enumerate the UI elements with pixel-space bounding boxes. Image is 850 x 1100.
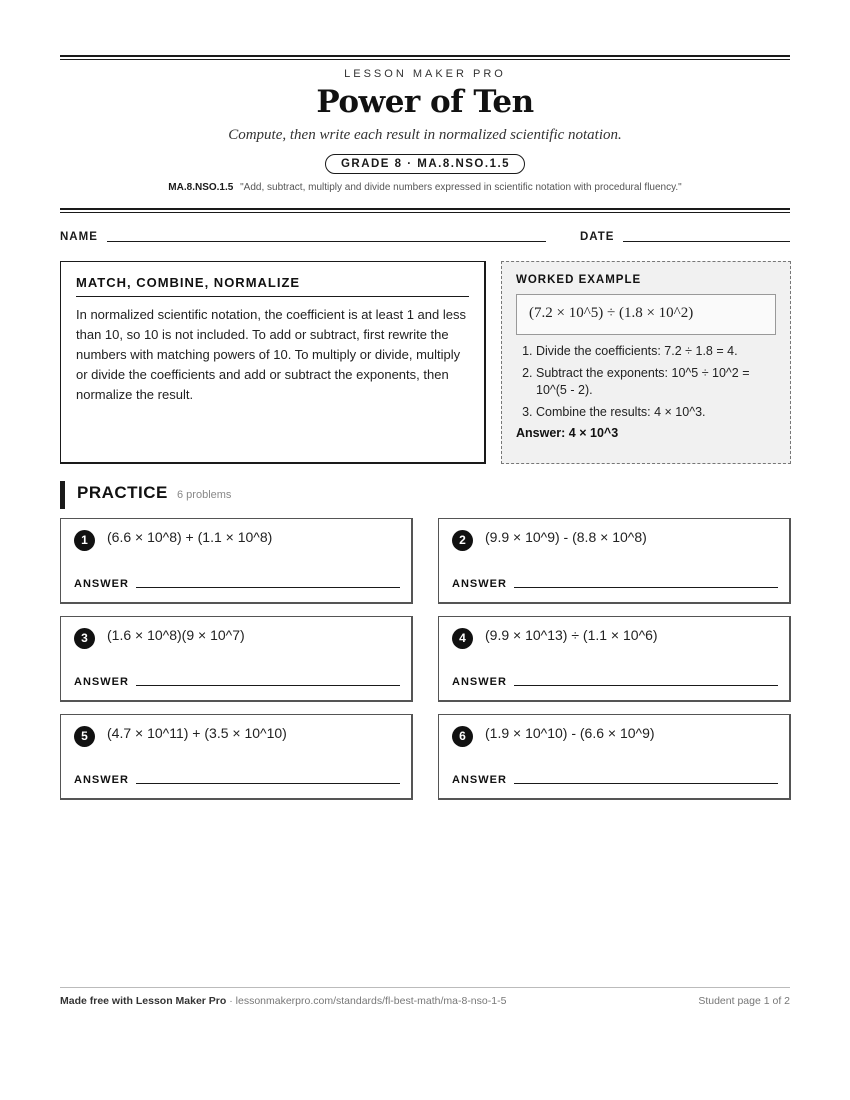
answer-label: ANSWER (74, 676, 129, 688)
answer-field[interactable] (514, 587, 778, 588)
concept-body: In normalized scientific notation, the coefficient is at least 1 and less than 10, so 10 is not included. To add or subtract, first rewrite the numbers with matching powers of 10. To multiply or divide, multiply or divide the coefficients and add or subtract the exponents, then normalize the result. (76, 307, 466, 402)
concept-box (60, 261, 486, 464)
problem-expression: (1.6 × 10^8)(9 × 10^7) (107, 627, 245, 643)
problem-expression: (6.6 × 10^8) + (1.1 × 10^8) (107, 529, 273, 545)
answer-label: ANSWER (74, 774, 129, 786)
standard-code: MA.8.NSO.1.5 (168, 182, 234, 193)
footer-rule (60, 987, 790, 988)
footer-made-with: Made free with Lesson Maker Pro (60, 995, 227, 1007)
worked-example-steps (516, 343, 776, 421)
answer-field[interactable] (136, 783, 400, 784)
worked-example-step: 1. Divide the coefficients: 7.2 ÷ 1.8 = 4. (536, 343, 776, 360)
practice-count: 6 problems (177, 489, 232, 501)
problem-number-badge: 5 (74, 726, 95, 747)
problem-card-6 (438, 714, 791, 800)
name-label: NAME (60, 231, 98, 243)
name-field[interactable] (107, 241, 546, 242)
worked-example-step: 2. Subtract the exponents: 10^5 ÷ 10^2 = 10^(5 - 2). (536, 365, 776, 399)
worked-example-box (501, 261, 791, 464)
standard-text: "Add, subtract, multiply and divide numbers expressed in scientific notation with procedural fluency." (240, 182, 682, 193)
worked-example-expression: (7.2 × 10^5) ÷ (1.8 × 10^2) (516, 294, 776, 335)
problem-expression: (1.9 × 10^10) - (6.6 × 10^9) (485, 725, 655, 741)
practice-accent-bar (60, 481, 65, 509)
page-title: Power of Ten (316, 84, 534, 120)
problem-expression: (9.9 × 10^9) - (8.8 × 10^8) (485, 529, 647, 545)
page-subtitle: Compute, then write each result in normalized scientific notation. (228, 127, 622, 143)
grade-badge: GRADE 8 · MA.8.NSO.1.5 (325, 154, 525, 174)
problem-number-badge: 6 (452, 726, 473, 747)
answer-label: ANSWER (452, 578, 507, 590)
problem-card-4 (438, 616, 791, 702)
answer-field[interactable] (514, 783, 778, 784)
problem-card-5 (60, 714, 413, 800)
problem-card-3 (60, 616, 413, 702)
footer-url[interactable]: · lessonmakerpro.com/standards/fl-best-math/ma-8-nso-1-5 (226, 995, 507, 1007)
worked-example-title: WORKED EXAMPLE (516, 274, 642, 286)
concept-title: MATCH, COMBINE, NORMALIZE (76, 275, 469, 297)
top-double-rule (60, 55, 790, 60)
footer-credit (60, 995, 506, 1007)
worked-example-step: 3. Combine the results: 4 × 10^3. (536, 404, 776, 421)
problem-card-1 (60, 518, 413, 604)
date-field[interactable] (623, 241, 790, 242)
problem-expression: (4.7 × 10^11) + (3.5 × 10^10) (107, 725, 287, 741)
problem-number-badge: 3 (74, 628, 95, 649)
date-label: DATE (580, 231, 615, 243)
grade-badge-wrap (0, 152, 850, 174)
problem-card-2 (438, 518, 791, 604)
problem-number-badge: 1 (74, 530, 95, 551)
problem-expression: (9.9 × 10^13) ÷ (1.1 × 10^6) (485, 627, 658, 643)
mid-double-rule (60, 208, 790, 213)
answer-label: ANSWER (74, 578, 129, 590)
problem-number-badge: 2 (452, 530, 473, 551)
standard-description (0, 182, 850, 193)
answer-field[interactable] (136, 685, 400, 686)
answer-field[interactable] (514, 685, 778, 686)
brand-name: LESSON MAKER PRO (344, 68, 506, 80)
answer-field[interactable] (136, 587, 400, 588)
problem-number-badge: 4 (452, 628, 473, 649)
footer-page-number: Student page 1 of 2 (698, 995, 790, 1007)
practice-title: PRACTICE (77, 483, 168, 502)
answer-label: ANSWER (452, 676, 507, 688)
worked-example-answer: Answer: 4 × 10^3 (516, 426, 619, 440)
answer-label: ANSWER (452, 774, 507, 786)
